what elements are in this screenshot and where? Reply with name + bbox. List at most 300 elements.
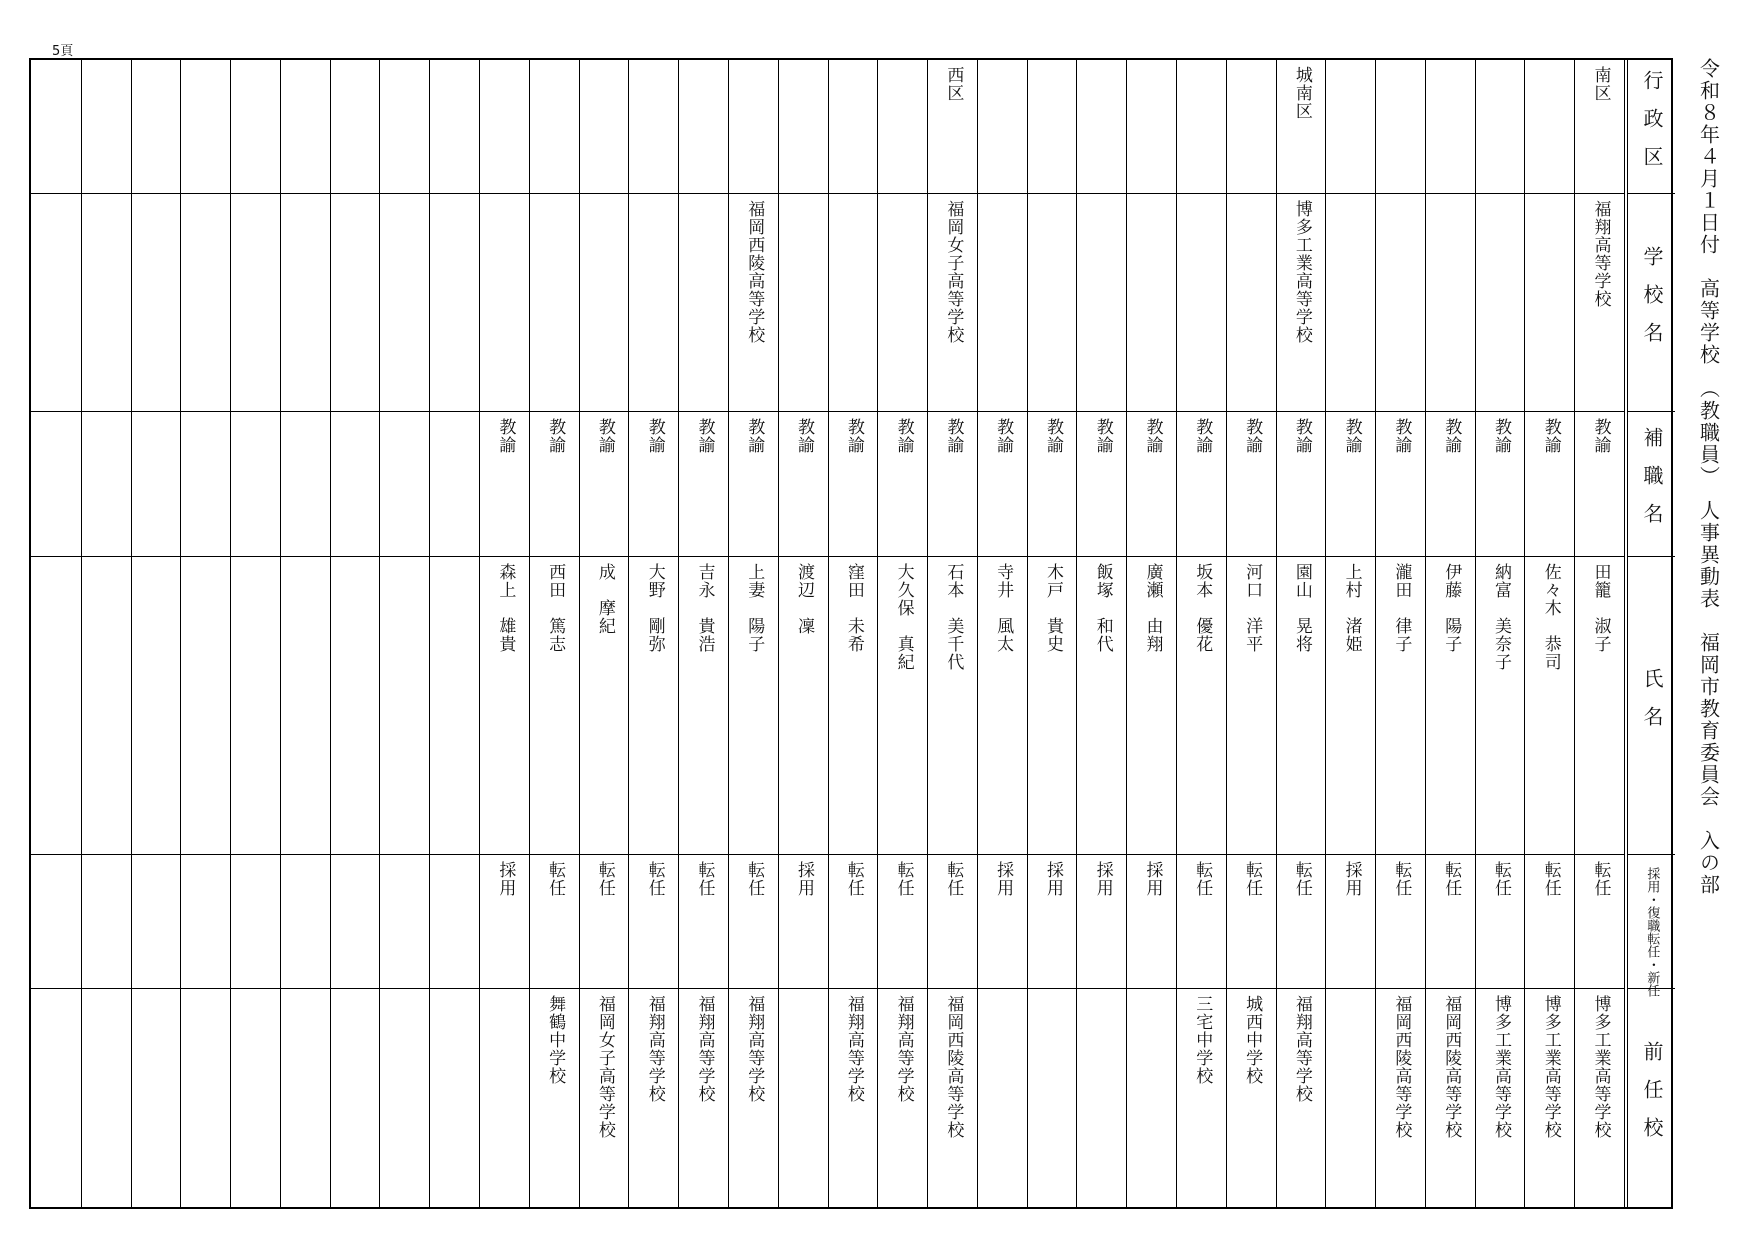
position-cell [380, 411, 429, 556]
table-row [479, 60, 529, 1207]
position-cell [978, 411, 1027, 556]
school-cell [331, 193, 380, 411]
position-cell [1227, 411, 1276, 556]
ward-cell [331, 60, 380, 193]
type-cell [1476, 854, 1525, 988]
position-text: 教諭 [694, 418, 715, 454]
table-row [1126, 60, 1176, 1207]
ward-cell [1426, 60, 1475, 193]
school-cell [82, 193, 131, 411]
name-text: 園山 晃将 [1291, 563, 1312, 653]
position-text: 教諭 [495, 418, 516, 454]
type-cell [281, 854, 330, 988]
prev-school-cell [878, 988, 927, 1207]
ward-cell [132, 60, 181, 193]
name-cell [978, 556, 1027, 854]
school-cell [928, 193, 977, 411]
table-row [977, 60, 1027, 1207]
prev-school-cell [331, 988, 380, 1207]
position-cell [181, 411, 230, 556]
type-cell [530, 854, 579, 988]
position-text: 教諭 [594, 418, 615, 454]
school-cell [1227, 193, 1276, 411]
type-cell [82, 854, 131, 988]
position-cell [779, 411, 828, 556]
table-row [1524, 60, 1574, 1207]
name-cell [530, 556, 579, 854]
type-cell [1227, 854, 1276, 988]
table-row [1027, 60, 1077, 1207]
prev-school-text: 福岡西陵高等学校 [1441, 995, 1462, 1139]
prev-school-text: 福翔高等学校 [694, 995, 715, 1103]
ward-cell [1028, 60, 1077, 193]
prev-school-cell [928, 988, 977, 1207]
prev-school-cell [1177, 988, 1226, 1207]
position-text: 教諭 [744, 418, 765, 454]
header-school-label: 学校名 [1640, 245, 1664, 360]
position-cell [1426, 411, 1475, 556]
position-cell [480, 411, 529, 556]
prev-school-cell [231, 988, 280, 1207]
header-name [1628, 556, 1675, 854]
ward-cell [1326, 60, 1375, 193]
prev-school-cell [1227, 988, 1276, 1207]
school-cell [530, 193, 579, 411]
prev-school-cell [1277, 988, 1326, 1207]
type-cell [430, 854, 479, 988]
school-text: 福岡西陵高等学校 [744, 200, 765, 344]
name-text: 上村 渚姫 [1341, 563, 1362, 653]
name-cell [779, 556, 828, 854]
position-cell [1575, 411, 1624, 556]
type-cell [580, 854, 629, 988]
name-cell [1028, 556, 1077, 854]
school-cell [829, 193, 878, 411]
title-text: 令和８年４月１日付 高等学校 （教職員） 人事異動表 福岡市教育委員会 入の部 [1696, 58, 1721, 896]
school-cell [1277, 193, 1326, 411]
name-cell [1326, 556, 1375, 854]
position-text: 教諭 [893, 418, 914, 454]
type-cell [1575, 854, 1624, 988]
name-cell [1077, 556, 1126, 854]
table-row [1475, 60, 1525, 1207]
table-row [280, 60, 330, 1207]
table-row [429, 60, 479, 1207]
prev-school-cell [629, 988, 678, 1207]
position-cell [878, 411, 927, 556]
ward-cell [82, 60, 131, 193]
ward-cell [31, 60, 81, 193]
header-name-label: 氏名 [1640, 667, 1664, 744]
name-cell [480, 556, 529, 854]
position-cell [580, 411, 629, 556]
ward-cell [1077, 60, 1126, 193]
position-text: 教諭 [1092, 418, 1113, 454]
school-cell [1127, 193, 1176, 411]
table-row [628, 60, 678, 1207]
prev-school-cell [1575, 988, 1624, 1207]
position-text: 教諭 [1391, 418, 1412, 454]
name-cell [1177, 556, 1226, 854]
prev-school-text: 福岡西陵高等学校 [1391, 995, 1412, 1139]
type-cell [31, 854, 81, 988]
school-cell [231, 193, 280, 411]
name-cell [1227, 556, 1276, 854]
prev-school-cell [829, 988, 878, 1207]
prev-school-cell [1127, 988, 1176, 1207]
name-text: 納富 美奈子 [1490, 563, 1511, 671]
table-row [579, 60, 629, 1207]
header-position-label: 補職名 [1640, 427, 1664, 541]
school-cell [380, 193, 429, 411]
position-cell [132, 411, 181, 556]
ward-cell [878, 60, 927, 193]
prev-school-text: 博多工業高等学校 [1590, 995, 1611, 1139]
position-text: 教諭 [1490, 418, 1511, 454]
prev-school-text: 福翔高等学校 [644, 995, 665, 1103]
name-cell [82, 556, 131, 854]
school-cell [779, 193, 828, 411]
type-text: 採用 [1341, 861, 1362, 897]
name-cell [331, 556, 380, 854]
position-cell [82, 411, 131, 556]
ward-cell [1277, 60, 1326, 193]
header-ward-label: 行政区 [1640, 69, 1664, 184]
school-cell [1525, 193, 1574, 411]
type-cell [380, 854, 429, 988]
school-cell [1177, 193, 1226, 411]
ward-text: 城南区 [1291, 66, 1312, 120]
name-cell [1525, 556, 1574, 854]
ward-cell [679, 60, 728, 193]
school-cell [1476, 193, 1525, 411]
position-cell [231, 411, 280, 556]
position-cell [1476, 411, 1525, 556]
prev-school-text: 博多工業高等学校 [1490, 995, 1511, 1139]
prev-school-cell [1326, 988, 1375, 1207]
type-cell [829, 854, 878, 988]
prev-school-text: 三宅中学校 [1192, 995, 1213, 1085]
prev-school-cell [580, 988, 629, 1207]
type-cell [1277, 854, 1326, 988]
position-cell [31, 411, 81, 556]
name-text: 石本 美千代 [943, 563, 964, 671]
type-cell [1525, 854, 1574, 988]
type-text: 採用 [794, 861, 815, 897]
prev-school-cell [1376, 988, 1425, 1207]
table-row [230, 60, 280, 1207]
position-cell [1028, 411, 1077, 556]
prev-school-cell [132, 988, 181, 1207]
ward-cell [181, 60, 230, 193]
school-cell [978, 193, 1027, 411]
ward-cell [829, 60, 878, 193]
position-text: 教諭 [1242, 418, 1263, 454]
position-text: 教諭 [545, 418, 566, 454]
ward-text: 西区 [943, 66, 964, 102]
position-cell [1077, 411, 1126, 556]
ward-cell [1127, 60, 1176, 193]
ward-cell [978, 60, 1027, 193]
position-cell [1177, 411, 1226, 556]
prev-school-text: 城西中学校 [1242, 995, 1263, 1085]
position-text: 教諭 [1142, 418, 1163, 454]
prev-school-cell [281, 988, 330, 1207]
prev-school-cell [430, 988, 479, 1207]
table-row [131, 60, 181, 1207]
prev-school-text: 福岡西陵高等学校 [943, 995, 964, 1139]
ward-cell [629, 60, 678, 193]
type-cell [978, 854, 1027, 988]
type-cell [679, 854, 728, 988]
name-cell [1476, 556, 1525, 854]
page-number: 5頁 [52, 44, 74, 59]
table-row [1076, 60, 1126, 1207]
table-row [330, 60, 380, 1207]
header-prev-school-label: 前任校 [1640, 1041, 1664, 1155]
prev-school-cell [1476, 988, 1525, 1207]
school-cell [629, 193, 678, 411]
type-text: 転任 [1291, 861, 1312, 897]
name-cell [928, 556, 977, 854]
type-text: 転任 [1242, 861, 1263, 897]
position-text: 教諭 [943, 418, 964, 454]
name-text: 森上 雄貴 [495, 563, 516, 653]
ward-cell [231, 60, 280, 193]
school-cell [181, 193, 230, 411]
name-text: 瀧田 律子 [1391, 563, 1412, 653]
name-cell [380, 556, 429, 854]
position-text: 教諭 [1341, 418, 1362, 454]
name-cell [1575, 556, 1624, 854]
name-cell [829, 556, 878, 854]
ward-cell [779, 60, 828, 193]
name-cell [580, 556, 629, 854]
position-text: 教諭 [1441, 418, 1462, 454]
table-row [877, 60, 927, 1207]
table-row [31, 60, 81, 1207]
header-type-label: 採用・復職転任・新任 [1644, 866, 1660, 997]
position-cell [281, 411, 330, 556]
name-text: 飯塚 和代 [1092, 563, 1113, 653]
type-cell [629, 854, 678, 988]
school-text: 福翔高等学校 [1590, 200, 1611, 308]
prev-school-text: 福翔高等学校 [1291, 995, 1312, 1103]
prev-school-text: 福翔高等学校 [893, 995, 914, 1103]
prev-school-text: 福翔高等学校 [843, 995, 864, 1103]
table-row [728, 60, 778, 1207]
prev-school-cell [978, 988, 1027, 1207]
name-text: 上妻 陽子 [744, 563, 765, 653]
name-text: 河口 洋平 [1242, 563, 1263, 653]
type-text: 採用 [1092, 861, 1113, 897]
type-cell [331, 854, 380, 988]
position-cell [729, 411, 778, 556]
position-cell [430, 411, 479, 556]
position-text: 教諭 [1291, 418, 1312, 454]
table-row [1276, 60, 1326, 1207]
name-text: 窪田 未希 [843, 563, 864, 653]
prev-school-cell [82, 988, 131, 1207]
type-text: 採用 [993, 861, 1014, 897]
type-text: 転任 [843, 861, 864, 897]
type-cell [1177, 854, 1226, 988]
school-cell [1077, 193, 1126, 411]
type-cell [231, 854, 280, 988]
prev-school-cell [1077, 988, 1126, 1207]
name-cell [1277, 556, 1326, 854]
prev-school-cell [380, 988, 429, 1207]
type-text: 転任 [644, 861, 665, 897]
school-text: 福岡女子高等学校 [943, 200, 964, 344]
type-text: 転任 [1590, 861, 1611, 897]
type-text: 転任 [594, 861, 615, 897]
prev-school-text: 舞鶴中学校 [545, 995, 566, 1085]
type-text: 転任 [1192, 861, 1213, 897]
type-cell [729, 854, 778, 988]
type-text: 採用 [495, 861, 516, 897]
position-text: 教諭 [1540, 418, 1561, 454]
personnel-roster-table [29, 58, 1673, 1209]
type-text: 転任 [893, 861, 914, 897]
prev-school-cell [530, 988, 579, 1207]
position-text: 教諭 [993, 418, 1014, 454]
prev-school-cell [679, 988, 728, 1207]
name-cell [231, 556, 280, 854]
position-cell [1127, 411, 1176, 556]
name-text: 木戸 貴史 [1042, 563, 1063, 653]
school-cell [580, 193, 629, 411]
type-text: 転任 [694, 861, 715, 897]
ward-cell [1575, 60, 1624, 193]
prev-school-cell [1028, 988, 1077, 1207]
table-row [927, 60, 977, 1207]
name-cell [281, 556, 330, 854]
ward-cell [1177, 60, 1226, 193]
ward-cell [729, 60, 778, 193]
prev-school-cell [1525, 988, 1574, 1207]
school-cell [1028, 193, 1077, 411]
prev-school-text: 博多工業高等学校 [1540, 995, 1561, 1139]
prev-school-cell [729, 988, 778, 1207]
position-cell [1326, 411, 1375, 556]
table-row [678, 60, 728, 1207]
table-row [529, 60, 579, 1207]
name-text: 大野 剛弥 [644, 563, 665, 653]
position-cell [629, 411, 678, 556]
name-text: 成 摩紀 [594, 563, 615, 635]
name-cell [430, 556, 479, 854]
type-text: 採用 [1042, 861, 1063, 897]
prev-school-cell [779, 988, 828, 1207]
school-cell [729, 193, 778, 411]
name-text: 大久保 真紀 [893, 563, 914, 671]
type-cell [1127, 854, 1176, 988]
table-row [379, 60, 429, 1207]
table-row [180, 60, 230, 1207]
name-cell [1376, 556, 1425, 854]
position-cell [679, 411, 728, 556]
school-cell [132, 193, 181, 411]
position-cell [1525, 411, 1574, 556]
ward-cell [281, 60, 330, 193]
type-text: 転任 [545, 861, 566, 897]
position-cell [331, 411, 380, 556]
name-cell [679, 556, 728, 854]
position-cell [928, 411, 977, 556]
ward-cell [1376, 60, 1425, 193]
document-title [1688, 58, 1728, 1209]
position-cell [1376, 411, 1425, 556]
name-cell [629, 556, 678, 854]
type-cell [1376, 854, 1425, 988]
prev-school-cell [1426, 988, 1475, 1207]
school-cell [430, 193, 479, 411]
name-text: 佐々木 恭司 [1540, 563, 1561, 671]
prev-school-text: 福翔高等学校 [744, 995, 765, 1103]
position-text: 教諭 [644, 418, 665, 454]
header-school [1628, 193, 1675, 411]
position-text: 教諭 [1192, 418, 1213, 454]
ward-cell [1525, 60, 1574, 193]
ward-cell [480, 60, 529, 193]
prev-school-cell [181, 988, 230, 1207]
school-cell [281, 193, 330, 411]
ward-text: 南区 [1590, 66, 1611, 102]
header-column [1624, 60, 1675, 1207]
name-text: 伊藤 陽子 [1441, 563, 1462, 653]
type-text: 転任 [1391, 861, 1412, 897]
table-row [778, 60, 828, 1207]
name-text: 田籠 淑子 [1590, 563, 1611, 653]
type-text: 転任 [943, 861, 964, 897]
prev-school-text: 福岡女子高等学校 [594, 995, 615, 1139]
name-text: 寺井 風太 [993, 563, 1014, 653]
type-text: 転任 [1540, 861, 1561, 897]
prev-school-cell [480, 988, 529, 1207]
type-cell [1077, 854, 1126, 988]
name-cell [132, 556, 181, 854]
table-row [1425, 60, 1475, 1207]
header-position [1628, 411, 1675, 556]
type-cell [1326, 854, 1375, 988]
name-cell [181, 556, 230, 854]
position-text: 教諭 [1042, 418, 1063, 454]
school-cell [679, 193, 728, 411]
ward-cell [430, 60, 479, 193]
ward-cell [580, 60, 629, 193]
header-prev-school [1628, 988, 1675, 1207]
type-text: 転任 [1490, 861, 1511, 897]
ward-cell [530, 60, 579, 193]
type-cell [1426, 854, 1475, 988]
table-row [1574, 60, 1624, 1207]
position-text: 教諭 [843, 418, 864, 454]
table-row [1375, 60, 1425, 1207]
name-text: 渡辺 凜 [794, 563, 815, 635]
school-cell [1575, 193, 1624, 411]
school-cell [1326, 193, 1375, 411]
type-text: 採用 [1142, 861, 1163, 897]
position-text: 教諭 [1590, 418, 1611, 454]
type-cell [928, 854, 977, 988]
table-row [1226, 60, 1276, 1207]
name-cell [1127, 556, 1176, 854]
school-cell [878, 193, 927, 411]
table-row [81, 60, 131, 1207]
ward-cell [380, 60, 429, 193]
ward-cell [1227, 60, 1276, 193]
